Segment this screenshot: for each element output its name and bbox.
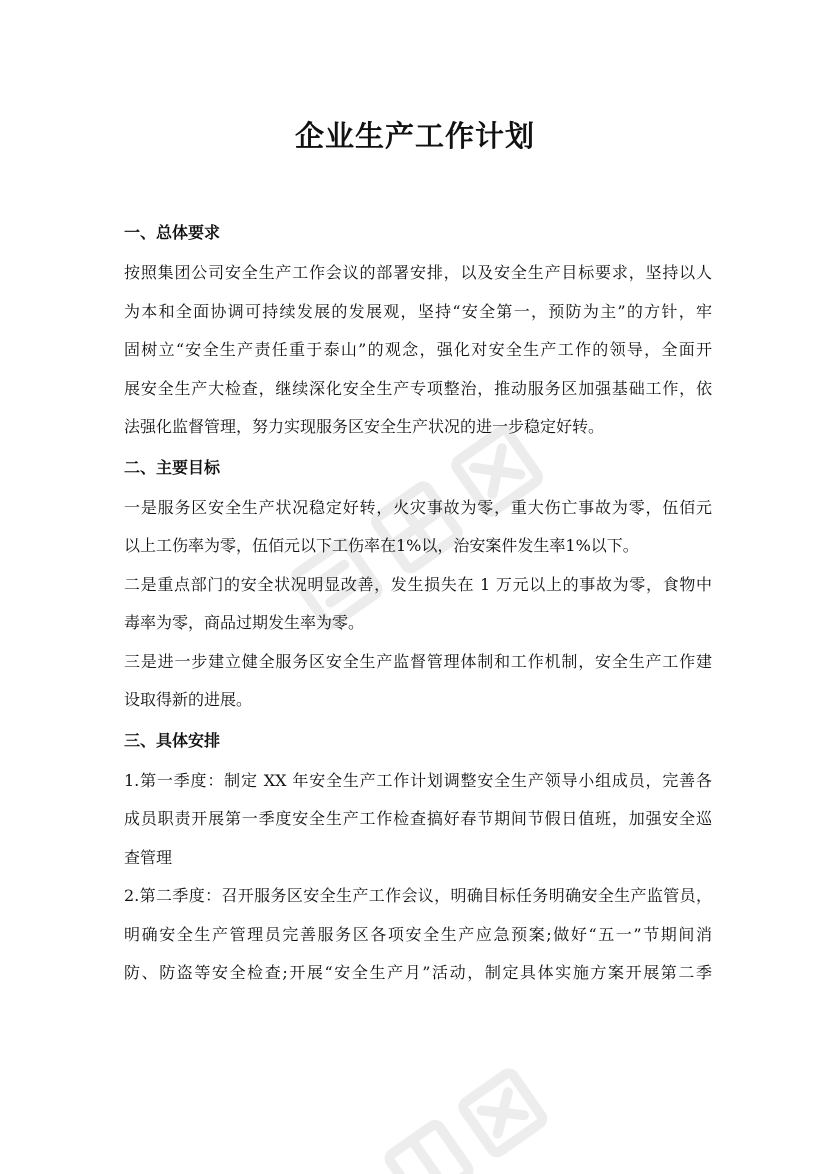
text-line: 二是重点部门的安全状况明显改善，发生损失在 1 万元以上的事故为零，食物中 (124, 574, 712, 594)
text-line: 以上工伤率为零，伍佰元以下工伤率在1%以，治安案件发生率1%以下。 (124, 536, 639, 555)
text-line: 毒率为零，商品过期发生率为零。 (124, 613, 365, 632)
text-line: 2.第二季度：召开服务区安全生产工作会议，明确目标任务明确安全生产监管员， (124, 886, 712, 905)
paragraph (124, 762, 712, 878)
text-line: 三是进一步建立健全服务区安全生产监督管理体制和工作机制，安全生产工作建 (124, 651, 712, 671)
page-title: 企业生产工作计划 (294, 119, 535, 153)
text-line: 1.第一季度：制定 XX 年安全生产工作计划调整安全生产领导小组成员，完善各 (124, 770, 712, 790)
paragraph (124, 254, 712, 447)
text-line: 展安全生产大检查，继续深化安全生产专项整治，推动服务区加强基础工作，依 (124, 378, 712, 398)
section-heading: 三、具体安排 (124, 730, 221, 750)
paragraph (124, 643, 712, 720)
text-line: 查管理 (124, 847, 173, 867)
paragraph (124, 489, 712, 566)
text-line: 法强化监督管理，努力实现服务区安全生产状况的进一步稳定好转。 (124, 417, 605, 436)
section-heading: 二、主要目标 (124, 457, 221, 477)
text-line: 防、防盗等安全检查;开展“安全生产月”活动，制定具体实施方案开展第二季 (124, 963, 712, 982)
section-heading: 一、总体要求 (124, 223, 221, 242)
text-line: 成员职责开展第一季度安全生产工作检查搞好春节期间节假日值班，加强安全巡 (124, 809, 712, 828)
watermark-graphic-lower (340, 1050, 640, 1174)
paragraph (124, 566, 712, 643)
text-line: 为本和全面协调可持续发展的发展观，坚持“安全第一，预防为主”的方针，牢 (124, 301, 712, 321)
text-line: 按照集团公司安全生产工作会议的部署安排，以及安全生产目标要求，坚持以人 (124, 263, 712, 282)
text-line: 固树立“安全生产责任重于泰山”的观念，强化对安全生产工作的领导，全面开 (124, 340, 712, 359)
text-line: 一是服务区安全生产状况稳定好转，火灾事故为零，重大伤亡事故为零，伍佰元 (124, 497, 712, 517)
paragraph (124, 877, 712, 993)
text-line: 明确安全生产管理员完善服务区各项安全生产应急预案;做好“五一”节期间消 (124, 924, 712, 944)
document-body (124, 212, 712, 993)
text-line: 设取得新的进展。 (124, 690, 253, 709)
